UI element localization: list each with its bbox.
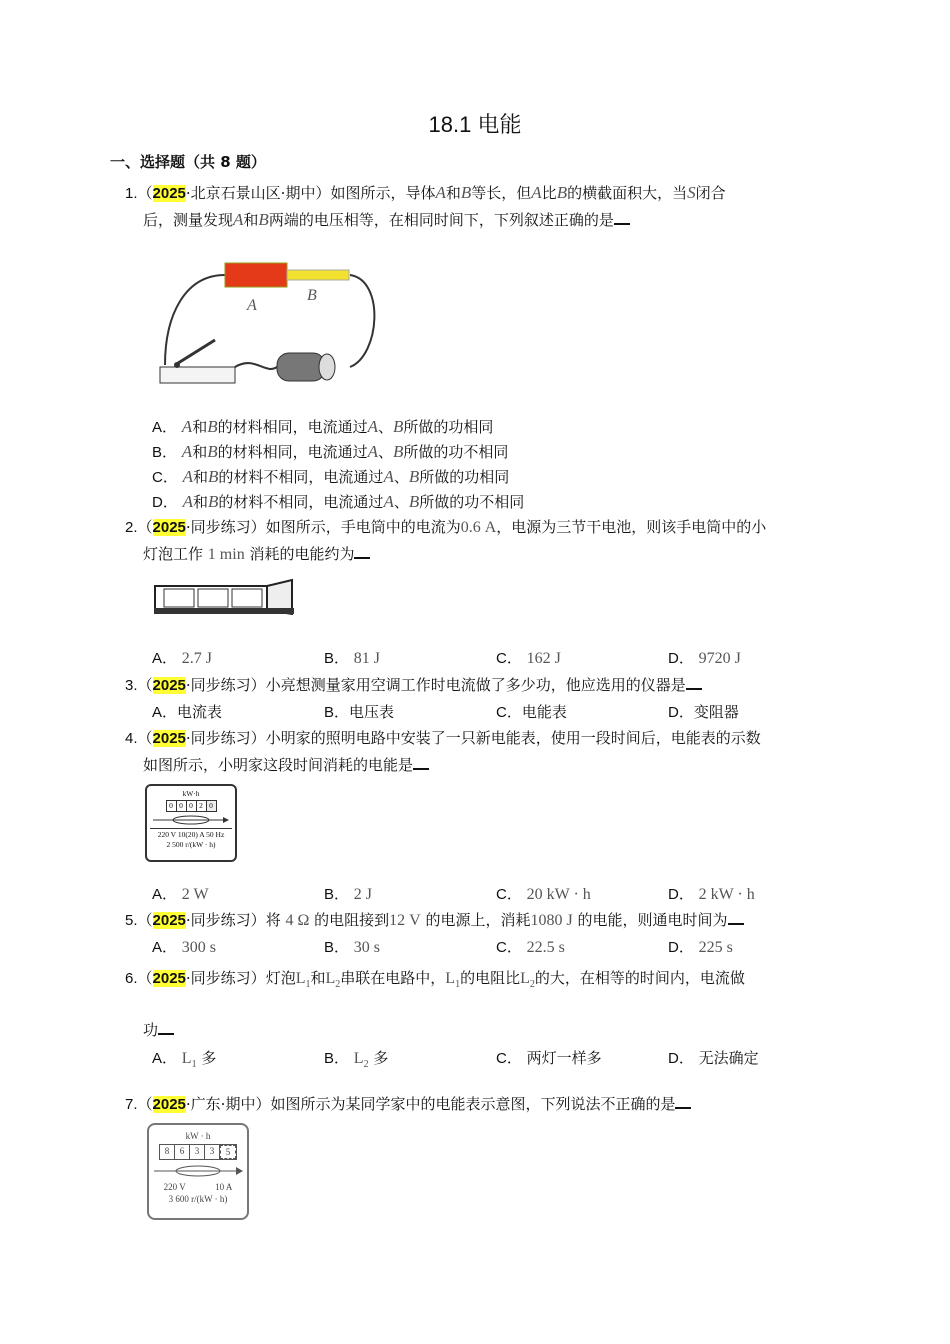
var-s: S (687, 183, 696, 202)
q1-option-c[interactable] (152, 467, 509, 488)
option-label: C． (496, 886, 522, 903)
option-label: A． (152, 419, 178, 436)
fig-label-a: A (247, 297, 257, 314)
option-text: 和 (192, 418, 208, 436)
math-value: 4 Ω (285, 912, 310, 929)
circuit-figure (155, 255, 385, 390)
q2-option-b[interactable] (324, 648, 380, 669)
option-value: 300 s (181, 939, 217, 956)
answer-blank (158, 1019, 174, 1035)
var-b: B (207, 417, 218, 436)
option-label: C． (496, 704, 522, 721)
option-text: 和 (193, 493, 209, 511)
question-number: 5. (125, 912, 138, 929)
question-text: 功 (143, 1021, 159, 1039)
option-text: 、 (378, 418, 394, 436)
question-number: 4. (125, 730, 138, 747)
meter-digit: 6 (175, 1145, 190, 1159)
var-b: B (408, 492, 420, 511)
option-text: 所做的功相同 (403, 418, 494, 436)
question-text: 串联在电路中， (340, 969, 446, 987)
var-b: B (208, 467, 219, 486)
q2-option-a[interactable] (152, 648, 212, 669)
q5-option-a[interactable] (152, 937, 216, 958)
answer-blank (354, 543, 370, 559)
question-text: 如图所示为某同学家中的电能表示意图，下列说法不正确的是 (270, 1095, 676, 1113)
question-text: 将 (265, 911, 281, 929)
q3-option-d[interactable] (668, 702, 739, 723)
var-l2: $L_2$ (520, 970, 535, 991)
option-value: 9720 J (698, 650, 741, 667)
question-text: 闭合 (695, 184, 726, 202)
var-a: A (435, 183, 446, 202)
option-text: 和 (193, 468, 209, 486)
year-highlight: 2025 (152, 1096, 186, 1113)
page-title: 18.1 电能 (428, 112, 522, 137)
var-l1: $L_1$ (295, 970, 311, 991)
option-label: B． (324, 1050, 350, 1067)
year-highlight: 2025 (152, 730, 186, 747)
option-label: A． (152, 704, 178, 721)
answer-blank (728, 909, 744, 925)
var-b: B (408, 467, 420, 486)
option-value: 2 J (353, 886, 373, 903)
option-text: 的材料相同，电流通过 (217, 418, 368, 436)
option-label: C． (496, 939, 522, 956)
question-7: 7.（2025·广东·期中）如图所示为某同学家中的电能表示意图，下列说法不正确的是 (125, 1091, 850, 1118)
question-text: 的横截面积大，当 (567, 184, 688, 202)
option-label: D． (668, 939, 694, 956)
option-value: 162 J (526, 650, 561, 667)
meter-digits (166, 800, 217, 812)
option-label: C． (496, 650, 522, 667)
meter-voltage: 220 V (163, 1182, 186, 1192)
option-value: 电能表 (521, 703, 567, 721)
q5-option-d[interactable] (668, 937, 733, 958)
question-3: 3.（2025·同步练习）小亮想测量家用空调工作时电流做了多少功，他应选用的仪器是 (125, 672, 850, 699)
q6-option-d[interactable] (668, 1048, 759, 1069)
question-source: ·北京石景山区·期中） (185, 184, 331, 202)
option-text: 的材料不相同，电流通过 (218, 493, 384, 511)
meter-unit: kW·h (182, 789, 200, 798)
option-value: 22.5 s (526, 939, 565, 956)
answer-blank (686, 674, 702, 690)
var-b: B (258, 210, 269, 229)
question-source: ·同步练习） (185, 729, 266, 747)
question-text: 的电能，则通电时间为 (577, 911, 728, 929)
option-value: 无法确定 (698, 1049, 759, 1067)
question-4: 4.（2025·同步练习）小明家的照明电路中安装了一只新电能表，使用一段时间后，电能表的示数 如图所示，小明家这段时间消耗的电能是 (125, 729, 761, 774)
var-a: A (181, 442, 193, 461)
meter-digits (159, 1144, 237, 1160)
option-value: 225 s (698, 939, 733, 956)
option-value: 2.7 J (181, 650, 213, 667)
question-text: 如图所示，手电筒中的电流为 (265, 518, 461, 536)
meter-spec: 220 V 10(20) A 50 Hz (150, 828, 232, 840)
question-text: 灯泡工作 (143, 545, 204, 563)
question-5: 5.（2025·同步练习）将 4 Ω 的电阻接到12 V 的电源上，消耗1080 J 的电能，则通电时间为 (125, 907, 850, 934)
q6-option-a[interactable] (152, 1048, 216, 1075)
question-text: 和 (243, 211, 259, 229)
section-heading: 一、选择题（共 8 题） (110, 153, 266, 171)
question-text: 的电阻比 (460, 969, 521, 987)
meter-spec: 2 500 r/(kW · h) (166, 840, 216, 849)
year-highlight: 2025 (152, 677, 186, 694)
year-highlight: 2025 (152, 185, 186, 202)
q1-option-a[interactable] (152, 417, 493, 438)
question-source: ·同步练习） (185, 969, 266, 987)
option-label: A． (152, 939, 178, 956)
answer-blank (614, 209, 630, 225)
math-value: 0.6 A (460, 519, 497, 536)
meter-digit: 2 (197, 801, 207, 811)
question-text: 后，测量发现 (143, 211, 234, 229)
question-text: ，电源为三节干电池，则该手电筒中的小 (496, 518, 767, 536)
meter-digit: 0 (167, 801, 177, 811)
option-text: 的材料不相同，电流通过 (218, 468, 384, 486)
year-highlight: 2025 (152, 970, 186, 987)
fig-label-b: B (307, 287, 317, 304)
math-value: 1080 J (530, 912, 573, 929)
option-label: C． (496, 1050, 522, 1067)
var-a: A (367, 417, 378, 436)
option-value: 多 (201, 1049, 217, 1067)
option-label: B． (324, 939, 350, 956)
q5-option-c[interactable] (496, 937, 565, 958)
question-text: 和 (445, 184, 461, 202)
q4-option-c[interactable] (496, 884, 591, 905)
question-source: ·同步练习） (185, 676, 266, 694)
option-value: 81 J (353, 650, 381, 667)
meter-digit: 5 (220, 1145, 236, 1159)
option-value: 两灯一样多 (526, 1049, 602, 1067)
var-b: B (393, 442, 404, 461)
question-text: 消耗的电能约为 (249, 545, 355, 563)
year-highlight: 2025 (152, 519, 186, 536)
var-a: A (233, 210, 244, 229)
question-text: 的电阻接到 (314, 911, 390, 929)
option-label: A． (152, 886, 178, 903)
var-l2: $L_2$ (325, 970, 341, 991)
var-b: B (393, 417, 404, 436)
question-text: 的电源上，消耗 (425, 911, 531, 929)
q1-option-d[interactable] (152, 492, 524, 513)
q5-option-b[interactable] (324, 937, 380, 958)
option-label: D． (152, 494, 178, 511)
var-b: B (556, 183, 568, 202)
option-label: D． (668, 1050, 694, 1067)
var-l1: $L_1$ (445, 970, 461, 991)
question-text: 和 (310, 969, 326, 987)
question-source: ·同步练习） (185, 911, 266, 929)
q4-option-d[interactable] (668, 884, 755, 905)
question-text: 如图所示，小明家这段时间消耗的电能是 (143, 756, 414, 774)
question-1: 1.（2025·北京石景山区·期中）如图所示，导体A和B等长，但A比B的横截面积大，当S闭合 后，测量发现A和B两端的电压相等，在相同时间下，下列叙述正确的是 (125, 183, 726, 229)
option-value: 30 s (353, 939, 381, 956)
meter-digit: 3 (190, 1145, 205, 1159)
energy-meter-q7 (147, 1123, 249, 1220)
option-text: 、 (393, 468, 409, 486)
q4-option-b[interactable] (324, 884, 372, 905)
option-label: B． (324, 886, 350, 903)
option-label: B． (324, 704, 350, 721)
question-text: 小亮想测量家用空调工作时电流做了多少功，他应选用的仪器是 (265, 676, 686, 694)
question-text: 两端的电压相等，在相同时间下，下列叙述正确的是 (268, 211, 614, 229)
option-value: 电压表 (349, 703, 395, 721)
meter-arrow-icon (151, 814, 231, 826)
year-highlight: 2025 (152, 912, 186, 929)
question-text: 小明家的照明电路中安装了一只新电能表，使用一段时间后，电能表的示数 (265, 729, 761, 747)
question-6-cont (125, 1017, 850, 1043)
meter-unit: kW · h (185, 1131, 211, 1141)
var-b: B (208, 492, 219, 511)
question-text: 等长，但 (471, 184, 532, 202)
question-number: 3. (125, 677, 138, 694)
question-source: ·广东·期中） (185, 1095, 271, 1113)
var-a: A (383, 467, 394, 486)
flashlight-figure (152, 578, 300, 616)
q3-option-b[interactable] (324, 702, 394, 723)
option-label: B． (324, 650, 350, 667)
math-value: 12 V (389, 912, 421, 929)
var-a: A (383, 492, 394, 511)
option-label: D． (668, 886, 694, 903)
option-value: 20 kW · h (526, 886, 591, 903)
option-value: 多 (373, 1049, 389, 1067)
option-label: A． (152, 650, 178, 667)
var-a: A (182, 467, 194, 486)
option-text: 和 (192, 443, 208, 461)
option-label: D． (668, 704, 694, 721)
option-text: 、 (378, 443, 394, 461)
var-a: A (181, 417, 193, 436)
var-b: B (207, 442, 218, 461)
option-text: 所做的功不相同 (419, 493, 525, 511)
option-text: 所做的功不相同 (403, 443, 509, 461)
option-value: 2 kW · h (698, 886, 755, 903)
meter-digit: 3 (205, 1145, 220, 1159)
option-label: D． (668, 650, 694, 667)
var-b: B (460, 183, 472, 202)
meter-spec (149, 1181, 247, 1193)
answer-blank (675, 1093, 691, 1109)
option-label: A． (152, 1050, 178, 1067)
meter-digit: 0 (207, 801, 216, 811)
q3-option-a[interactable] (152, 702, 222, 723)
meter-digit: 0 (177, 801, 187, 811)
q2-option-c[interactable] (496, 648, 561, 669)
meter-arrow-icon (152, 1163, 244, 1179)
question-text: 的大，在相等的时间内，电流做 (534, 969, 745, 987)
question-number: 1. (125, 185, 138, 202)
question-text: 比 (541, 184, 557, 202)
question-text: 如图所示，导体 (330, 184, 436, 202)
q6-option-b[interactable] (324, 1048, 388, 1075)
option-value: 2 W (181, 886, 209, 903)
option-text: 所做的功相同 (419, 468, 510, 486)
q1-option-b[interactable] (152, 442, 508, 463)
var-a: A (182, 492, 194, 511)
var-l2: $L_2$ (353, 1050, 369, 1071)
var-a: A (367, 442, 378, 461)
option-label: B． (152, 444, 178, 461)
question-6: 6.（2025·同步练习）灯泡$L_1$和$L_2$串联在电路中，$L_1$的电阻比$L_2$的大，在相等的时间内，电流做 (125, 969, 745, 991)
energy-meter-q4 (145, 784, 237, 862)
meter-current: 10 A (215, 1182, 233, 1192)
var-a: A (531, 183, 542, 202)
question-number: 7. (125, 1096, 138, 1113)
option-value: 电流表 (177, 703, 223, 721)
meter-spec: 3 600 r/(kW · h) (168, 1194, 228, 1204)
meter-digit: 0 (187, 801, 197, 811)
question-source: ·同步练习） (185, 518, 266, 536)
answer-blank (413, 754, 429, 770)
option-text: 、 (393, 493, 409, 511)
question-number: 6. (125, 970, 138, 987)
q3-option-c[interactable] (496, 702, 567, 723)
question-2: 2.（2025·同步练习）如图所示，手电筒中的电流为0.6 A，电源为三节干电池，则该手电筒中的小 灯泡工作 1 min 消耗的电能约为 (125, 518, 767, 563)
option-value: 变阻器 (693, 703, 739, 721)
q2-option-d[interactable] (668, 648, 741, 669)
option-text: 的材料相同，电流通过 (217, 443, 368, 461)
option-label: C． (152, 469, 178, 486)
question-text: 灯泡 (265, 969, 296, 987)
math-value: 1 min (207, 546, 245, 563)
q6-option-c[interactable] (496, 1048, 602, 1069)
meter-digit: 8 (160, 1145, 175, 1159)
question-number: 2. (125, 519, 138, 536)
q4-option-a[interactable] (152, 884, 209, 905)
var-l1: $L_1$ (181, 1050, 197, 1071)
